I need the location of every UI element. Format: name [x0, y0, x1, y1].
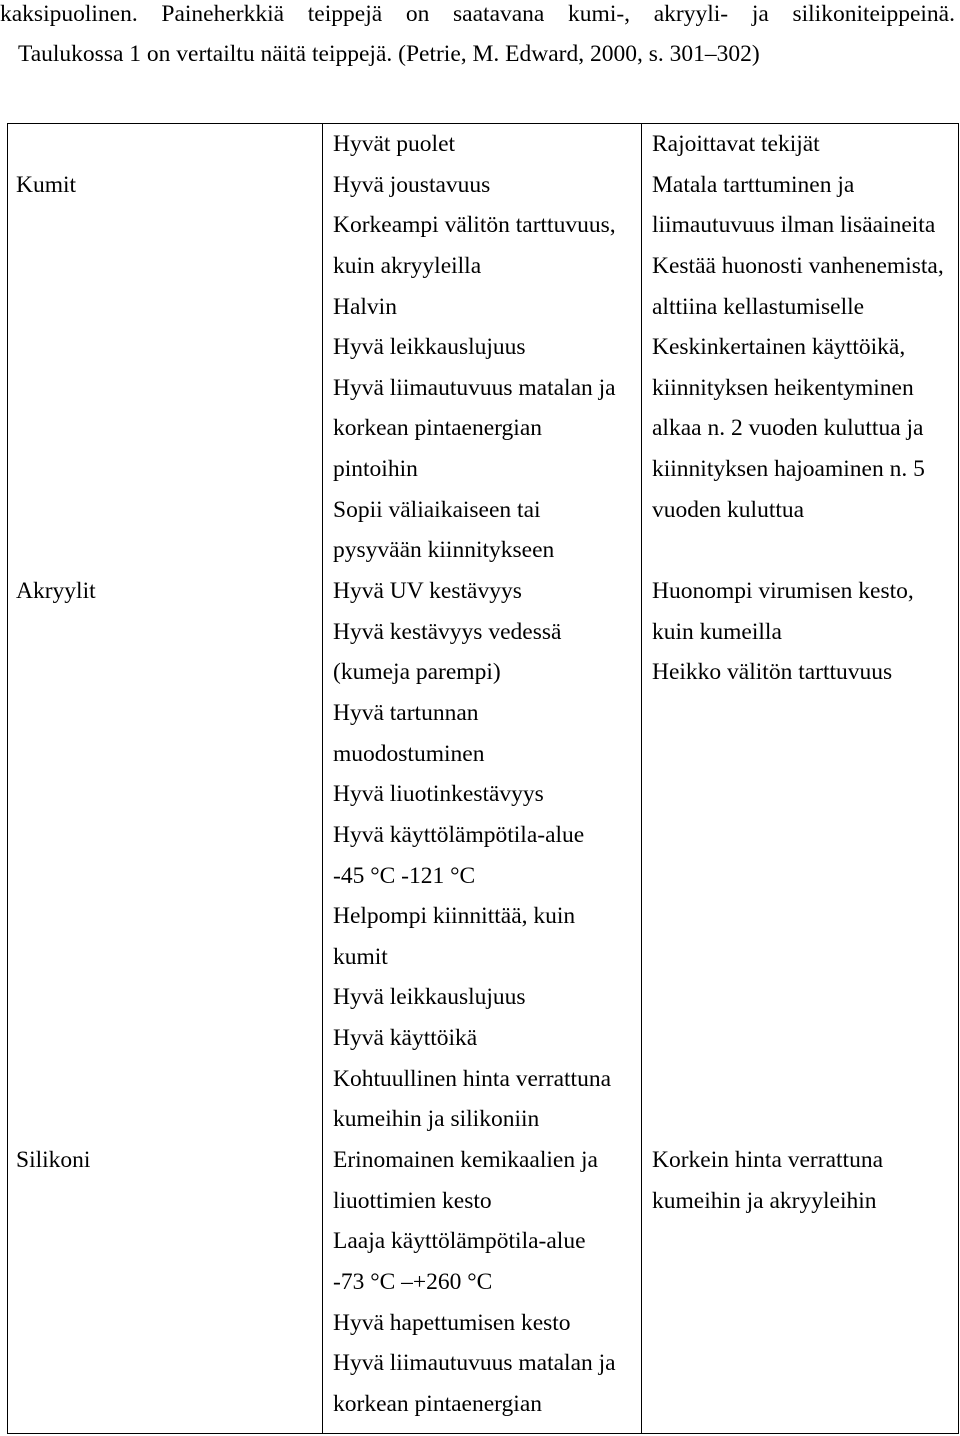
pros-line: pysyvään kiinnitykseen [333, 537, 555, 564]
pros-line: muodostuminen [333, 740, 485, 767]
pros-line: Hyvä käyttölämpötila-alue [333, 821, 585, 848]
header-cell-pros [322, 124, 641, 165]
cons-line: kiinnityksen hajoaminen n. 5 [652, 456, 925, 483]
cons-cell [641, 571, 958, 1140]
pros-line: Hyvä tartunnan [333, 699, 479, 726]
pros-line: Helpompi kiinnittää, kuin [333, 903, 576, 930]
cons-line: Heikko välitön tarttuvuus [652, 659, 893, 686]
pros-line: Hyvä leikkauslujuus [333, 984, 526, 1011]
cons-line: Keskinkertainen käyttöikä, [652, 334, 906, 361]
header-cell-cons [641, 124, 958, 165]
pros-line: kuin akryyleilla [333, 252, 482, 279]
cons-line: liimautuvuus ilman lisäaineita [652, 212, 936, 239]
table-row [8, 571, 958, 1140]
pros-line: Hyvä leikkauslujuus [333, 334, 526, 361]
cons-line: Kestää huonosti vanhenemista, [652, 252, 944, 279]
pros-line: -45 °C -121 °C [333, 862, 476, 889]
material-label: Akryylit [16, 578, 96, 605]
pros-line: -73 °C –+260 °C [333, 1268, 493, 1295]
pros-line: kumeihin ja silikoniin [333, 1106, 540, 1133]
table-row [8, 1140, 958, 1433]
pros-line: Hyvä liuotinkestävyys [333, 781, 544, 808]
pros-line: Hyvä käyttöikä [333, 1025, 478, 1052]
pros-line: Hyvä liimautuvuus matalan ja [333, 1350, 616, 1377]
pros-line: liuottimien kesto [333, 1187, 492, 1214]
cons-line: Huonompi virumisen kesto, [652, 578, 914, 605]
cons-cell [641, 1140, 958, 1433]
cons-line: kumeihin ja akryyleihin [652, 1187, 877, 1214]
material-label: Silikoni [16, 1147, 91, 1174]
intro-text-line-2: Taulukossa 1 on vertailtu näitä teippejä. (Petrie, M. Edward, 2000, s. 301–302) [18, 41, 760, 67]
cons-cell [641, 165, 958, 571]
pros-line: Laaja käyttölämpötila-alue [333, 1228, 586, 1255]
pros-line: Hyvä liimautuvuus matalan ja [333, 374, 616, 401]
cons-line: alkaa n. 2 vuoden kuluttua ja [652, 415, 924, 442]
pros-cell [322, 571, 641, 1140]
cons-line: alttiina kellastumiselle [652, 293, 865, 320]
pros-line: Hyvä UV kestävyys [333, 578, 522, 605]
cons-line: kuin kumeilla [652, 618, 782, 645]
table-row [8, 165, 958, 571]
tape-comparison-table [7, 123, 959, 1434]
pros-line: korkean pintaenergian [333, 1390, 543, 1417]
material-label: Kumit [16, 171, 77, 198]
pros-line: Sopii väliaikaiseen tai [333, 496, 541, 523]
table-header-row [8, 124, 958, 165]
pros-line: Hyvä joustavuus [333, 171, 491, 198]
pros-line: Halvin [333, 293, 397, 320]
header-cons-label: Rajoittavat tekijät [652, 131, 820, 157]
pros-line: Kohtuullinen hinta verrattuna [333, 1065, 612, 1092]
pros-line: (kumeja parempi) [333, 659, 501, 686]
pros-line: pintoihin [333, 456, 418, 483]
pros-line: kumit [333, 943, 388, 970]
pros-line: Erinomainen kemikaalien ja [333, 1147, 598, 1174]
cons-line: Korkein hinta verrattuna [652, 1147, 883, 1174]
pros-line: Korkeampi välitön tarttuvuus, [333, 212, 616, 239]
material-cell [8, 165, 322, 571]
cons-line: kiinnityksen heikentyminen [652, 374, 914, 401]
header-cell-material [8, 124, 322, 165]
cons-line: vuoden kuluttua [652, 496, 805, 523]
pros-line: Hyvä kestävyys vedessä [333, 618, 562, 645]
pros-cell [322, 165, 641, 571]
cons-line: Matala tarttuminen ja [652, 171, 855, 198]
pros-cell [322, 1140, 641, 1433]
material-cell [8, 571, 322, 1140]
pros-line: Hyvä hapettumisen kesto [333, 1309, 571, 1336]
material-cell [8, 1140, 322, 1433]
header-pros-label: Hyvät puolet [333, 131, 456, 157]
pros-line: korkean pintaenergian [333, 415, 543, 442]
intro-text-line-1: kaksipuolinen. Paineherkkiä teippejä on saatavana kumi-, akryyli- ja silikoniteippeinä. [0, 1, 955, 27]
